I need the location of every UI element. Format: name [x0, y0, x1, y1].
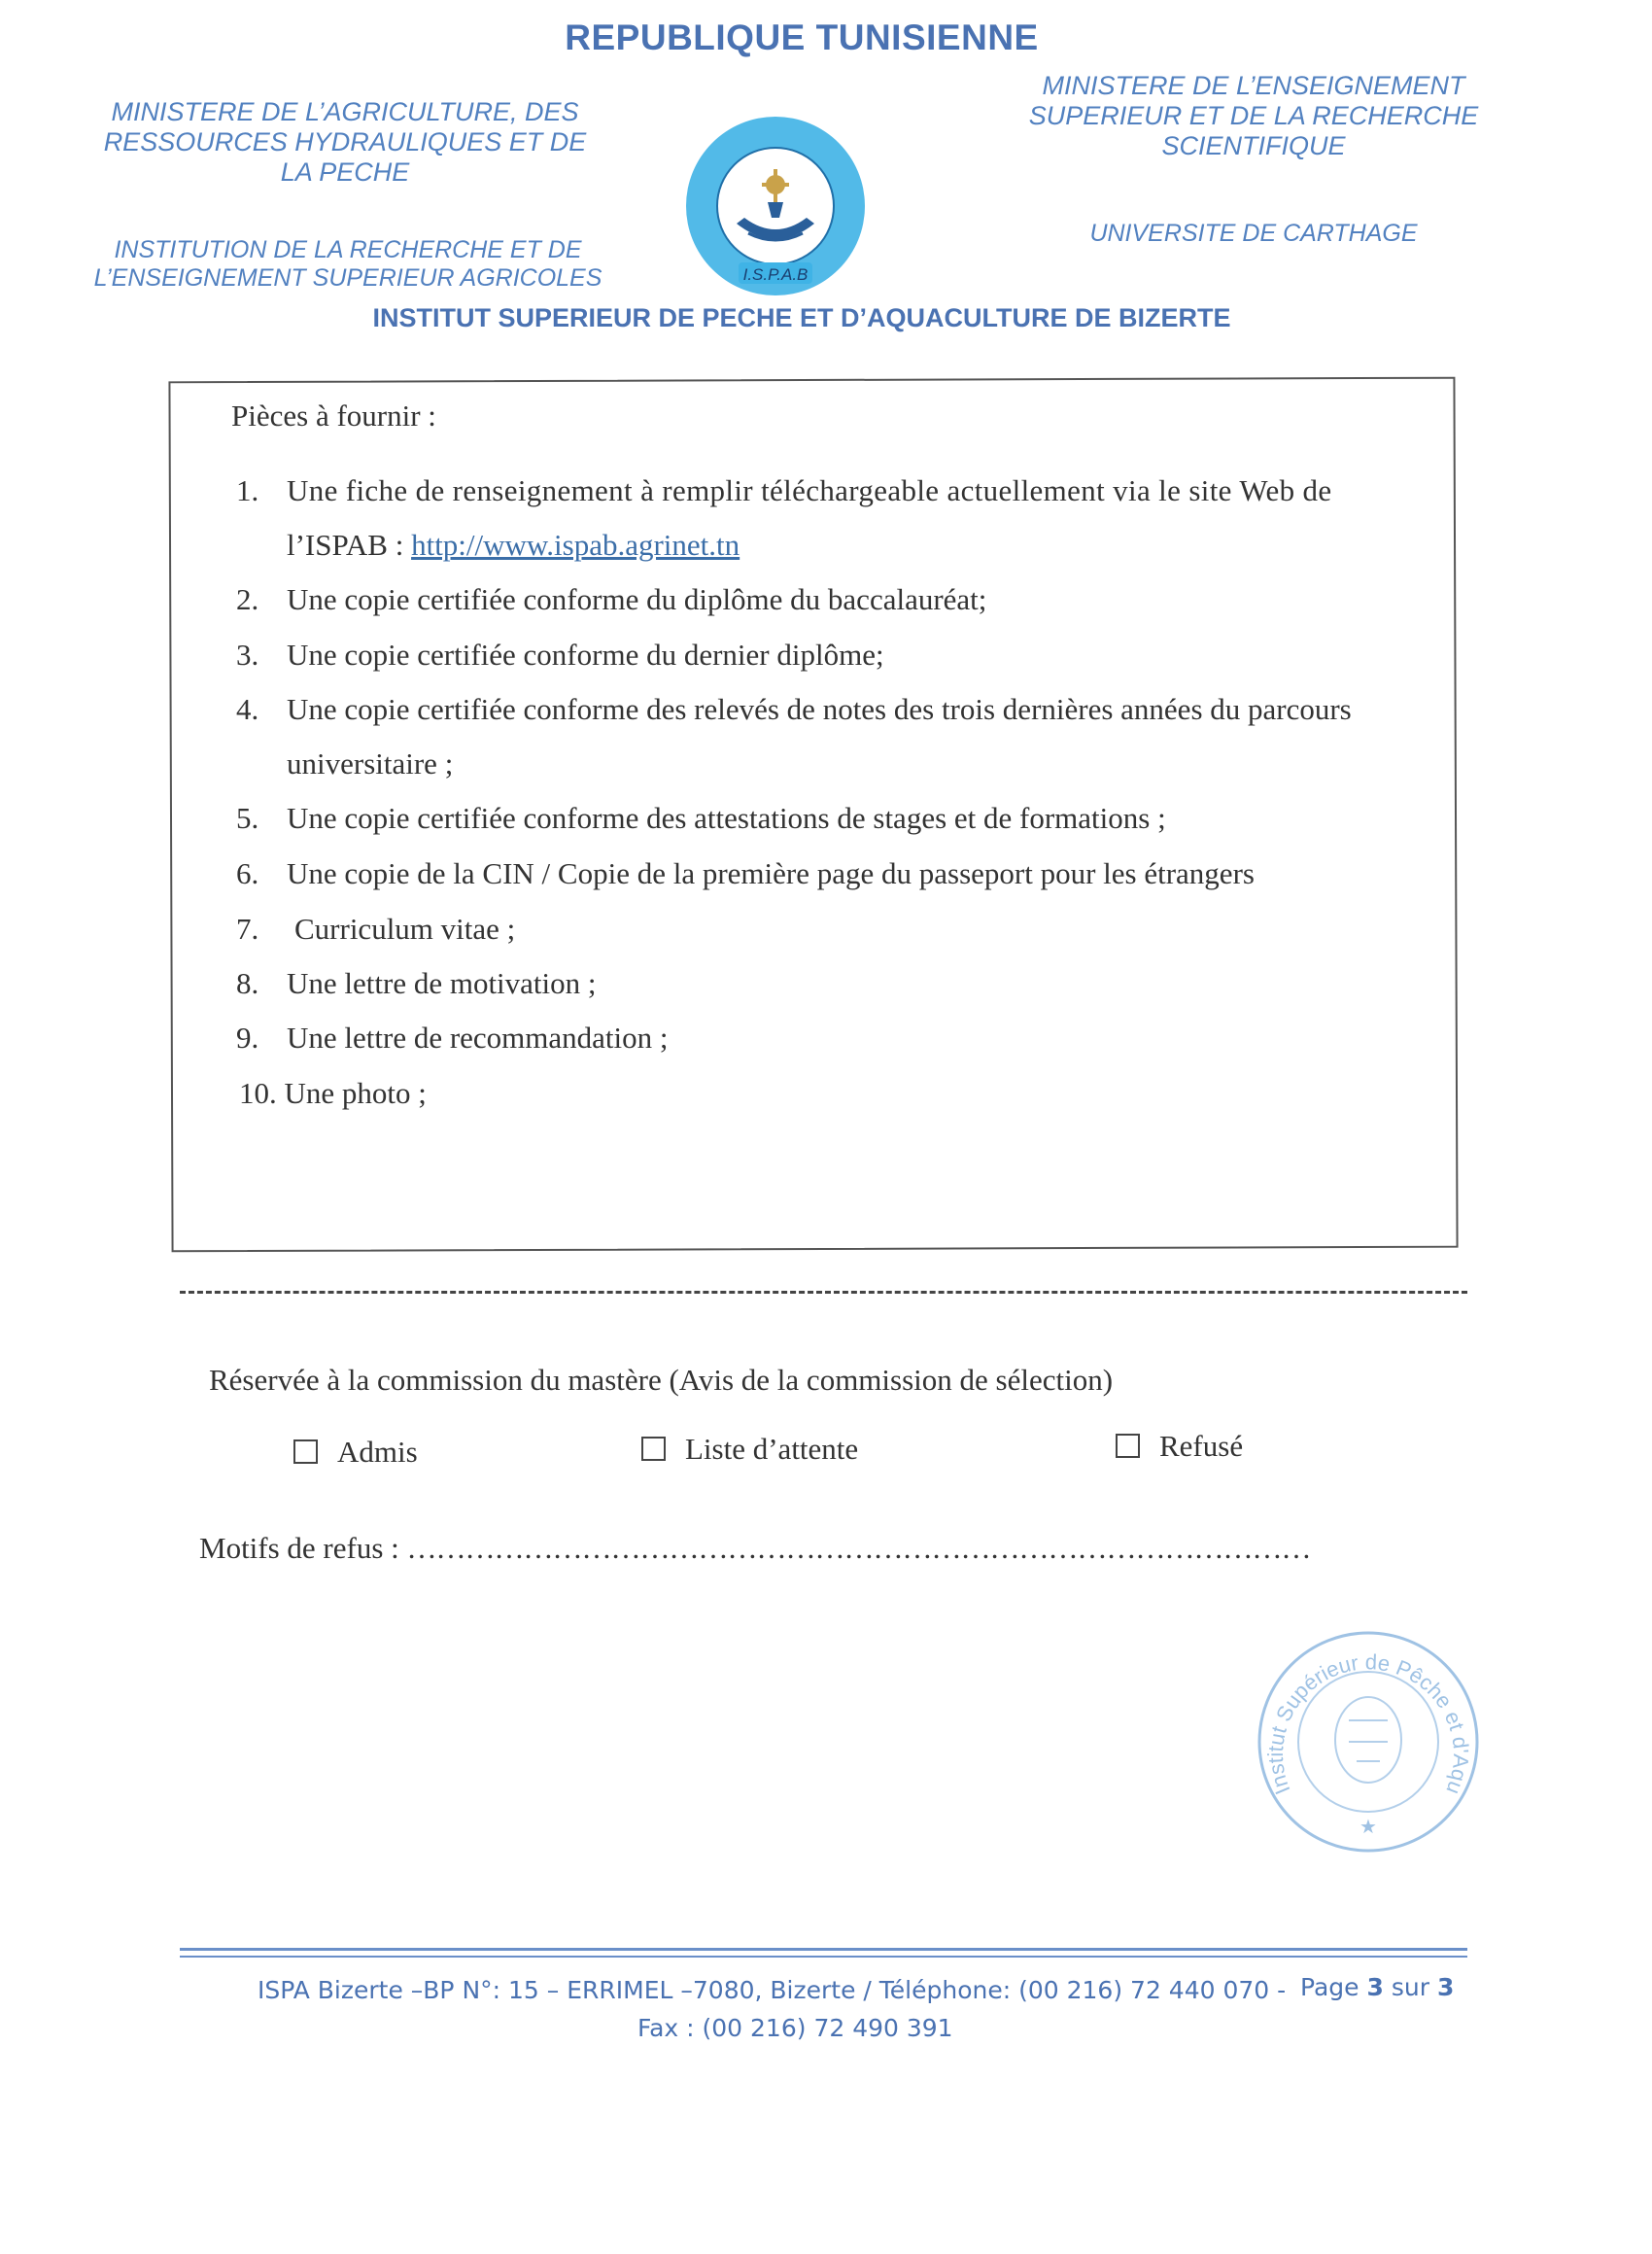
item-text: Une copie certifiée conforme des attestations de stages et de formations ;	[287, 801, 1166, 835]
option-label: Admis	[337, 1435, 418, 1469]
item-number: 2.	[236, 582, 259, 616]
footer-address: ISPA Bizerte –BP N°: 15 – ERRIMEL –7080, Bizerte / Téléphone: (00 216) 72 440 070 -	[258, 1976, 1287, 2004]
ministry-agriculture-line: LA PECHE	[280, 157, 410, 187]
list-item	[236, 638, 884, 673]
svg-text:Institut Supérieur de Pêche et	[1252, 1625, 1473, 1798]
item-text: Une copie certifiée conforme du diplôme du baccalauréat;	[287, 582, 987, 616]
ministry-enseignement	[1011, 71, 1497, 161]
list-item	[236, 473, 1331, 508]
item-text: Une lettre de recommandation ;	[287, 1021, 669, 1055]
list-item	[236, 582, 986, 617]
ministry-enseignement-line: MINISTERE DE L’ENSEIGNEMENT	[1042, 71, 1465, 100]
option-label: Refusé	[1159, 1429, 1244, 1463]
list-item	[236, 801, 1166, 836]
ministry-enseignement-line: SUPERIEUR ET DE LA RECHERCHE	[1028, 101, 1479, 130]
item-number: 6.	[236, 856, 259, 890]
item-number: 9.	[236, 1021, 259, 1055]
list-item-continuation	[287, 528, 740, 563]
ministry-enseignement-line: SCIENTIFIQUE	[1161, 131, 1346, 160]
item-text: Curriculum vitae ;	[294, 912, 516, 946]
page-current: 3	[1366, 1973, 1384, 2001]
option-label: Liste d’attente	[685, 1432, 859, 1466]
item-text: Une fiche de renseignement à remplir téléchargeable actuellement via le site Web de	[287, 473, 1332, 507]
footer-fax: Fax : (00 216) 72 490 391	[637, 2014, 953, 2042]
option-liste-attente[interactable]	[641, 1432, 858, 1467]
item-number: 4.	[236, 692, 259, 726]
footer-rule	[180, 1956, 1467, 1958]
page-prefix: Page	[1300, 1973, 1367, 2001]
list-item	[236, 912, 515, 947]
list-item	[236, 856, 1255, 891]
institute-name: INSTITUT SUPERIEUR DE PECHE ET D’AQUACULTURE DE BIZERTE	[372, 303, 1231, 332]
refuse-checkbox[interactable]	[1116, 1434, 1140, 1458]
list-item-continuation	[287, 746, 453, 781]
item-number: 10.	[239, 1076, 277, 1110]
option-refuse[interactable]	[1116, 1429, 1243, 1464]
page-number	[1300, 1973, 1454, 2001]
item-number: 5.	[236, 801, 259, 835]
ministry-agriculture-line: RESSOURCES HYDRAULIQUES ET DE	[103, 127, 587, 156]
page-total: 3	[1436, 1973, 1455, 2001]
item-text: Une copie de la CIN / Copie de la première page du passeport pour les étrangers	[287, 856, 1255, 890]
commission-heading: Réservée à la commission du mastère (Avis de la commission de sélection)	[209, 1363, 1114, 1397]
admis-checkbox[interactable]	[293, 1439, 318, 1464]
ministry-agriculture-line: MINISTERE DE L’AGRICULTURE, DES	[111, 97, 579, 126]
item-number: 1.	[236, 473, 259, 507]
ministry-agriculture	[87, 97, 602, 188]
cut-line	[180, 1291, 1467, 1294]
motifs-label: Motifs de refus :	[199, 1531, 407, 1565]
logo-text: I.S.P.A.B	[742, 265, 809, 284]
official-stamp	[1252, 1625, 1485, 1858]
documents-heading: Pièces à fournir :	[231, 399, 436, 433]
list-item	[236, 692, 1352, 727]
item-number: 8.	[236, 966, 259, 1000]
item-text: Une photo ;	[284, 1076, 427, 1110]
institution-recherche	[86, 236, 610, 293]
item-number: 3.	[236, 638, 259, 672]
motifs-refus-field[interactable]	[199, 1531, 1311, 1566]
page-mid: sur	[1383, 1973, 1437, 2001]
item-text: Une copie certifiée conforme du dernier diplôme;	[287, 638, 884, 672]
svg-text:★: ★	[1359, 1817, 1377, 1838]
item-text: Une lettre de motivation ;	[287, 966, 597, 1000]
country-title: REPUBLIQUE TUNISIENNE	[565, 17, 1039, 57]
item-text: l’ISPAB :	[287, 528, 412, 562]
list-item	[236, 966, 597, 1001]
motifs-dots: …………………………………………………………………………………	[406, 1531, 1311, 1565]
ispab-website-link[interactable]: http://www.ispab.agrinet.tn	[411, 528, 740, 562]
footer-rule	[180, 1948, 1467, 1951]
ispab-logo	[678, 109, 873, 303]
institution-line: L’ENSEIGNEMENT SUPERIEUR AGRICOLES	[93, 264, 602, 292]
item-text: universitaire ;	[287, 746, 454, 780]
liste-attente-checkbox[interactable]	[641, 1437, 666, 1461]
option-admis[interactable]	[293, 1435, 418, 1470]
list-item	[239, 1076, 427, 1111]
institution-line: INSTITUTION DE LA RECHERCHE ET DE	[114, 236, 582, 263]
item-text: Une copie certifiée conforme des relevés de notes des trois dernières années du parcours	[287, 692, 1352, 726]
list-item	[236, 1021, 669, 1056]
stamp-text: Institut Supérieur de Pêche et d'Aqu	[1262, 1649, 1474, 1798]
university-name: UNIVERSITE DE CARTHAGE	[1089, 220, 1418, 247]
item-number: 7.	[236, 912, 259, 946]
